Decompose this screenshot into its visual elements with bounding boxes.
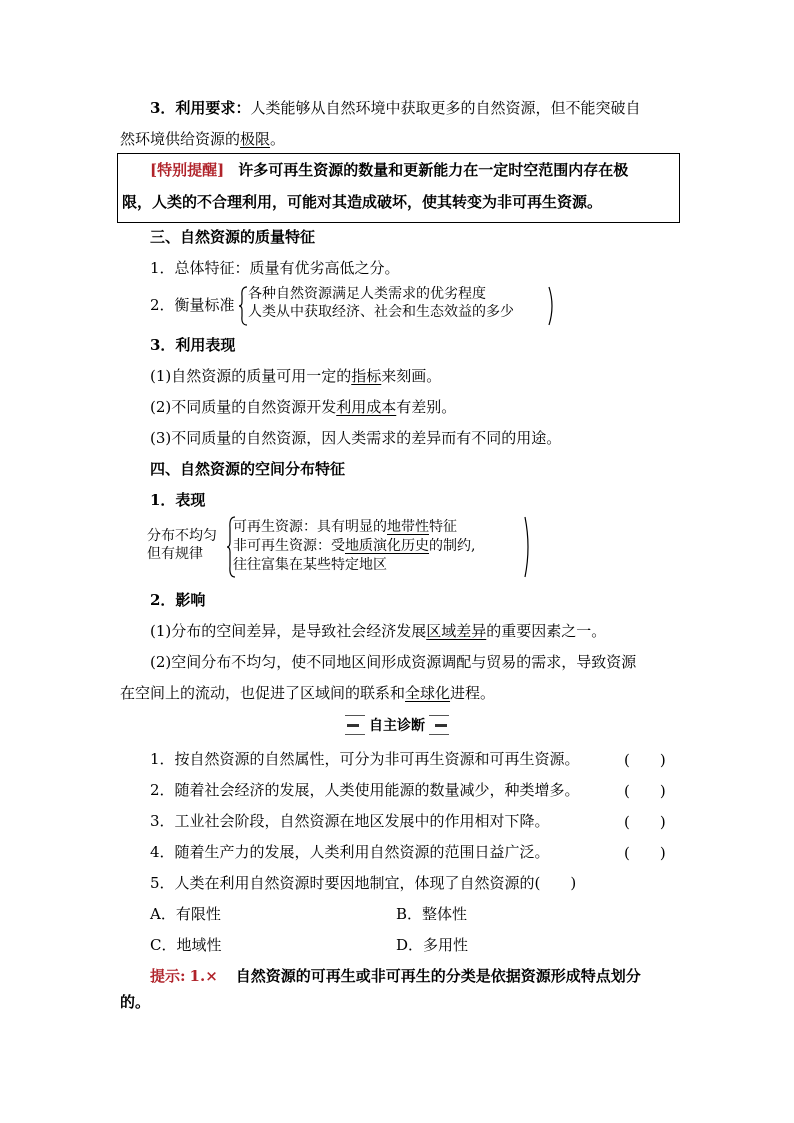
section3-item1: 1．总体特征：质量有优劣高低之分。 (150, 259, 400, 277)
underlined-term: 地质演化历史 (345, 538, 429, 554)
hint-line-1: 提示: 1.× 自然资源的可再生或非可再生的分类是依据资源形成特点划分 (150, 967, 641, 985)
option-d[interactable]: D．多用性 (396, 936, 469, 954)
distribution-a: 分布不均匀 (147, 528, 217, 544)
standard-a: 各种自然资源满足人类需求的优劣程度 (248, 286, 486, 302)
question-4: 4．随着生产力的发展，人类利用自然资源的范围日益广泛。 (150, 843, 550, 861)
answer-blank[interactable]: ( ) (624, 782, 666, 800)
distribution-b: 但有规律 (147, 546, 203, 562)
usage-text-1: 人类能够从自然环境中获取更多的自然资源，但不能突破自 (250, 99, 641, 117)
decor-bar-icon (435, 724, 447, 727)
hint-line-2: 的。 (120, 993, 151, 1011)
underlined-term: 极限 (240, 130, 271, 148)
nonrenewable-line-2: 往往富集在某些特定地区 (233, 557, 387, 573)
right-paren-icon (524, 516, 532, 578)
usage-line-2: 然环境供给资源的极限。 (120, 130, 286, 148)
underlined-term: 区域差异 (426, 622, 487, 640)
option-a[interactable]: A．有限性 (150, 905, 221, 923)
hint-label: 提示: (150, 967, 186, 985)
section4-item2-title: 2．影响 (150, 591, 206, 609)
answer-blank[interactable]: ( ) (624, 813, 666, 831)
right-paren-icon (548, 286, 556, 326)
question-3: 3．工业社会阶段，自然资源在地区发展中的作用相对下降。 (150, 812, 550, 830)
nonrenewable-line-1: 非可再生资源：受地质演化历史的制约, (233, 538, 476, 554)
underlined-term: 全球化 (405, 684, 451, 702)
section4-e2-line2: 在空间上的流动，也促进了区域间的联系和全球化进程。 (120, 684, 496, 702)
renewable-line: 可再生资源：具有明显的地带性特征 (233, 519, 457, 535)
section4-item1-title: 1．表现 (150, 491, 206, 509)
answer-blank[interactable]: ( ) (624, 751, 666, 769)
option-b[interactable]: B．整体性 (396, 905, 468, 923)
section4-e1: (1)分布的空间差异，是导致社会经济发展区域差异的重要因素之一。 (150, 622, 607, 640)
hint-number: 1.× (189, 967, 218, 985)
question-1: 1．按自然资源的自然属性，可分为非可再生资源和可再生资源。 (150, 750, 580, 768)
usage-line-1 (150, 98, 640, 118)
standard-b: 人类从中获取经济、社会和生态效益的多少 (248, 304, 514, 320)
option-c[interactable]: C．地域性 (150, 936, 222, 954)
section3-title: 三、自然资源的质量特征 (150, 228, 316, 246)
underlined-term: 指标 (351, 367, 382, 385)
left-brace-icon (238, 286, 248, 326)
question-2: 2．随着社会经济的发展，人类使用能源的数量减少，种类增多。 (150, 781, 580, 799)
underlined-term: 利用成本 (336, 398, 397, 416)
self-diagnosis-header: 自主诊断 (345, 715, 449, 735)
decor-bar-icon (347, 724, 359, 727)
section3-p3: (3)不同质量的自然资源，因人类需求的差异而有不同的用途。 (150, 429, 562, 447)
special-reminder-tag: [特别提醒] (150, 161, 225, 179)
section4-e2-line1: (2)空间分布不均匀，使不同地区间形成资源调配与贸易的需求，导致资源 (150, 653, 637, 671)
usage-label: 3．利用要求： (150, 99, 251, 117)
section4-title: 四、自然资源的空间分布特征 (150, 460, 346, 478)
underlined-term: 地带性 (387, 519, 429, 535)
section3-item2-label: 2．衡量标准 (150, 296, 235, 314)
section3-p1: (1)自然资源的质量可用一定的指标来刻画。 (150, 367, 442, 385)
question-5: 5．人类在利用自然资源时要因地制宜，体现了自然资源的( ) (150, 874, 577, 892)
answer-blank[interactable]: ( ) (624, 844, 666, 862)
note-line-1: [特别提醒] 许多可再生资源的数量和更新能力在一定时空范围内存在极 (150, 161, 629, 179)
section3-p2: (2)不同质量的自然资源开发利用成本有差别。 (150, 398, 457, 416)
note-line-2: 限，人类的不合理利用，可能对其造成破坏，使其转变为非可再生资源。 (122, 193, 603, 211)
section3-item3-title: 3．利用表现 (150, 336, 236, 354)
